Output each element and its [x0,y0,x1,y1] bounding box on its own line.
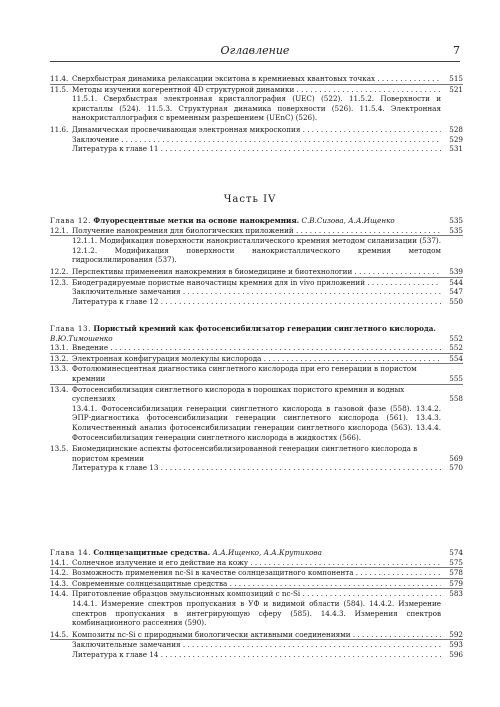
toc-row: 13.3. Фотолюминесцентная диагностика синглетного кислорода при его генерации в пористом кремнии 555 [50,364,463,383]
toc-row: Литература к главе 13 . . . 570 [50,463,463,473]
chapter-heading: Глава 12. Флуоресцентные метки на основе нанокремния. С.В.Сизова, А.А.Ищенко 535 [50,216,463,225]
toc-row: Заключительные замечания . . . 547 [50,287,463,297]
toc-chapter-14 [50,548,463,660]
toc-chapter-12 [50,216,463,306]
toc-chapter-13 [50,324,463,473]
toc-row: Литература к главе 11 . . . 531 [50,144,463,154]
toc-row: 11.6. Динамическая просвечивающая электронная микроскопия . . . 528 [50,125,463,135]
part-heading: Часть IV [223,194,277,205]
toc-row: 14.2. Возможность применения nc-Si в качестве солнцезащитного компонента . . . 578 [50,568,463,579]
toc-row: 14.5. Композиты nc-Si с природными биологически активными соединениями . . . 592 [50,630,463,641]
toc-subsections: 14.4.1. Измерение спектров пропускания в УФ и видимой области (584). 14.4.2. Измерение спектров пропускания в интегрирующую сферу (585). 14.4.3. Измерения спектров комбинационного рассеяния (590). [72,598,441,628]
toc-row: Заключительные замечания . . . 593 [50,640,463,650]
toc-row: 14.4. Приготовление образцов эмульсионных композиций с nc-Si . . . 583 [50,589,463,599]
toc-row: 13.4. Фотосенсибилизация синглетного кислорода в порошках пористого кремния и водных суспензиях 558 [50,384,463,404]
toc-row: 14.3. Современные солнцезащитные средства . . . 579 [50,579,463,590]
toc-subsections: 11.5.1. Сверхбыстрая электронная кристаллография (UEC) (522). 11.5.2. Поверхности и кристаллы (524). 11.5.3. Структурная динамика поверхности (526). 11.5.4. Электронная нанокристаллография с временным разрешением (UEnC) (526). [72,94,441,123]
toc-row: 12.2. Перспективы применения нанокремния в биомедицине и биотехнологии . . . 539 [50,267,463,278]
chapter-heading: Глава 13. Пористый кремний как фотосенсибилизатор генерации синглетного кислорода. В.Ю.Тимошенко 552 [50,324,463,343]
toc-row: 11.4. Сверхбыстрая динамика релаксации экситона в кремниевых квантовых точках . . . 515 [50,74,463,85]
toc-row: 13.2. Электронная конфигурация молекулы кислорода . . . 554 [50,354,463,365]
page-number: 7 [453,44,460,57]
running-header [50,44,460,62]
toc-subsections: 13.4.1. Фотосенсибилизация генерации синглетного кислорода в газовой фазе (558). 13.4.2. ЭПР-диагностика фотосенсибилизации генерации синглетного кислорода (561). 13.4.3. Количественный анализ фотосенсибилизации генерации синглетного кислорода (563). 13.4.4. Фотосенсибилизация генерации синглетного кислорода в жидкостях (566). [72,403,441,442]
toc-row: Заключение . . . 529 [50,135,463,145]
toc-subsections: 12.1.1. Модификация поверхности нанокристаллического кремния методом силанизации (537). 12.1.2. Модификация поверхности нанокристаллического кремния методом гидросилилирования (537). [72,236,441,265]
toc-row: 12.3. Биодеградируемые пористые наночастицы кремния для in vivo приложений . . . 544 [50,278,463,288]
toc-row: 11.5. Методы изучения когерентной 4D структурной динамики . . . 521 [50,85,463,95]
toc-row: 14.1. Солнечное излучение и его действие на кожу . . . 575 [50,558,463,569]
toc-chapter-11 [50,74,463,154]
header-title: Оглавление [220,44,290,57]
toc-row: Литература к главе 12 . . . 550 [50,297,463,307]
chapter-heading: Глава 14. Солнцезащитные средства. А.А.Ищенко, А.А.Крутикова 574 [50,548,463,557]
toc-row: 13.1. Введение . . . 552 [50,343,463,354]
toc-row: 12.1. Получение нанокремния для биологических приложений . . . 535 [50,226,463,237]
header-rule [50,61,460,62]
toc-row: 13.5. Биомедицинские аспекты фотосенсибилизированной генерации синглетного кислорода в пористом кремнии 569 [50,444,463,463]
toc-row: Литература к главе 14 . . . 596 [50,650,463,660]
